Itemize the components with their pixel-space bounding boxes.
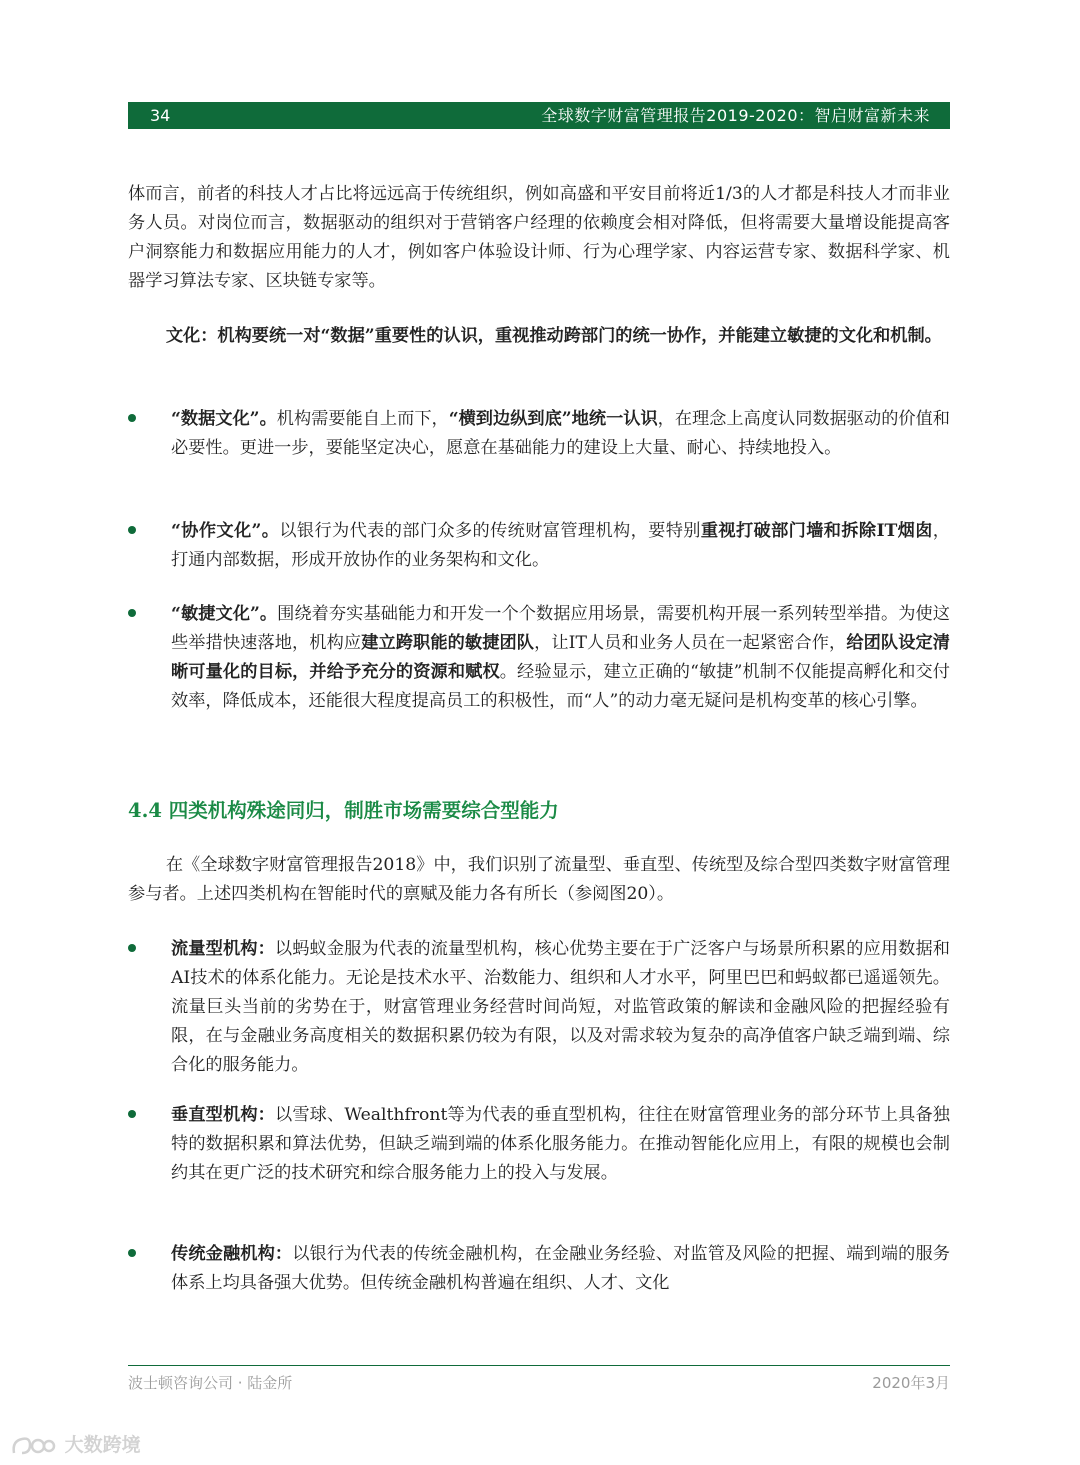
text-run: ，在理念上高度认同数据驱动的价值和必要性。更进一步，要能坚定决心，愿意在基础能力的建设上大量、耐心、持续地投入。 — [171, 409, 950, 458]
bold-run: 建立跨职能的敏捷团队 — [361, 633, 535, 653]
bullet-dot-icon — [128, 609, 136, 617]
section-intro-paragraph: 在《全球数字财富管理报告2018》中，我们识别了流量型、垂直型、传统型及综合型四类数字财富管理参与者。上述四类机构在智能时代的禀赋及能力各有所长（参阅图20）。 — [128, 855, 950, 904]
footer-date: 2020年3月 — [872, 1374, 950, 1392]
watermark — [10, 1430, 141, 1460]
bullet-text — [171, 517, 950, 575]
culture-heading: 文化：机构要统一对“数据”重要性的认识，重视推动跨部门的统一协作，并能建立敏捷的文化和机制。 — [165, 326, 942, 346]
bullet-text — [171, 1240, 950, 1298]
bold-run: “协作文化”。 — [171, 521, 280, 541]
text-run: 。经验显示，建立正确的“敏捷”机制不仅能提高孵化和交付效率，降低成本，还能很大程度提高员工的积极性，而“人”的动力毫无疑问是机构变革的核心引擎。 — [171, 662, 950, 711]
bold-run: 垂直型机构： — [171, 1105, 275, 1125]
section-heading: 4.4 四类机构殊途同归，制胜市场需要综合型能力 — [128, 799, 559, 822]
bullet-text — [171, 405, 950, 463]
report-title: 全球数字财富管理报告2019-2020：智启财富新未来 — [541, 106, 930, 125]
text-run: 以银行为代表的部门众多的传统财富管理机构，要特别 — [279, 521, 701, 541]
header-bar — [128, 102, 950, 129]
text-run: 以雪球、Wealthfront等为代表的垂直型机构，往往在财富管理业务的部分环节上具备独特的数据积累和算法优势，但缺乏端到端的体系化服务能力。在推动智能化应用上，有限的规模也会制约其在更广泛的技术研究和综合服务能力上的投入与发展。 — [171, 1105, 950, 1183]
footer-publishers: 波士顿咨询公司 · 陆金所 — [128, 1374, 293, 1392]
bullet-dot-icon — [128, 414, 136, 422]
text-run: 围绕着夯实基础能力和开发一个个数据应用场景，需要机构开展一系列转型举措。为使这些举措快速落地，机构应 — [171, 604, 950, 653]
bullet-dot-icon — [128, 1110, 136, 1118]
bullet-dot-icon — [128, 944, 136, 952]
intro-paragraph: 体而言，前者的科技人才占比将远远高于传统组织，例如高盛和平安目前将近1/3的人才都是科技人才而非业务人员。对岗位而言，数据驱动的组织对于营销客户经理的依赖度会相对降低，但将需要大量增设能提高客户洞察能力和数据应用能力的人才，例如客户体验设计师、行为心理学家、内容运营专家、数据科学家、机器学习算法专家、区块链专家等。 — [128, 184, 950, 291]
bold-run: 流量型机构： — [171, 939, 275, 959]
bold-run: “敏捷文化”。 — [171, 604, 278, 624]
page-number: 34 — [150, 106, 171, 125]
bold-run: 传统金融机构： — [171, 1244, 293, 1264]
text-run: 以蚂蚁金服为代表的流量型机构，核心优势主要在于广泛客户与场景所积累的应用数据和AI技术的体系化能力。无论是技术水平、治数能力、组织和人才水平，阿里巴巴和蚂蚁都已遥遥领先。流量巨头当前的劣势在于，财富管理业务经营时间尚短，对监管政策的解读和金融风险的把握经验有限，在与金融业务高度相关的数据积累仍较为有限，以及对需求较为复杂的高净值客户缺乏端到端、综合化的服务能力。 — [171, 939, 950, 1075]
bold-run: “横到边纵到底”地统一认识 — [448, 409, 658, 429]
bullet-text — [171, 600, 950, 716]
bold-run: 给团队设定清晰可量化的目标，并给予充分的资源和赋权 — [171, 633, 950, 682]
bullet-text — [171, 1101, 950, 1188]
bold-run: “数据文化”。 — [171, 409, 277, 429]
footer-divider — [128, 1365, 950, 1366]
bullet-dot-icon — [128, 526, 136, 534]
text-run: ，让IT人员和业务人员在一起紧密合作， — [534, 633, 847, 653]
text-run: ，打通内部数据，形成开放协作的业务架构和文化。 — [171, 521, 950, 570]
text-run: 以银行为代表的传统金融机构，在金融业务经验、对监管及风险的把握、端到端的服务体系上均具备强大优势。但传统金融机构普遍在组织、人才、文化 — [171, 1244, 950, 1293]
bullet-dot-icon — [128, 1249, 136, 1257]
watermark-text: 大数跨境 — [64, 1434, 141, 1456]
watermark-logo-icon — [10, 1433, 56, 1459]
text-run: 机构需要能自上而下， — [276, 409, 449, 429]
bullet-text — [171, 935, 950, 1080]
bold-run: 重视打破部门墙和拆除IT烟囱 — [700, 521, 933, 541]
